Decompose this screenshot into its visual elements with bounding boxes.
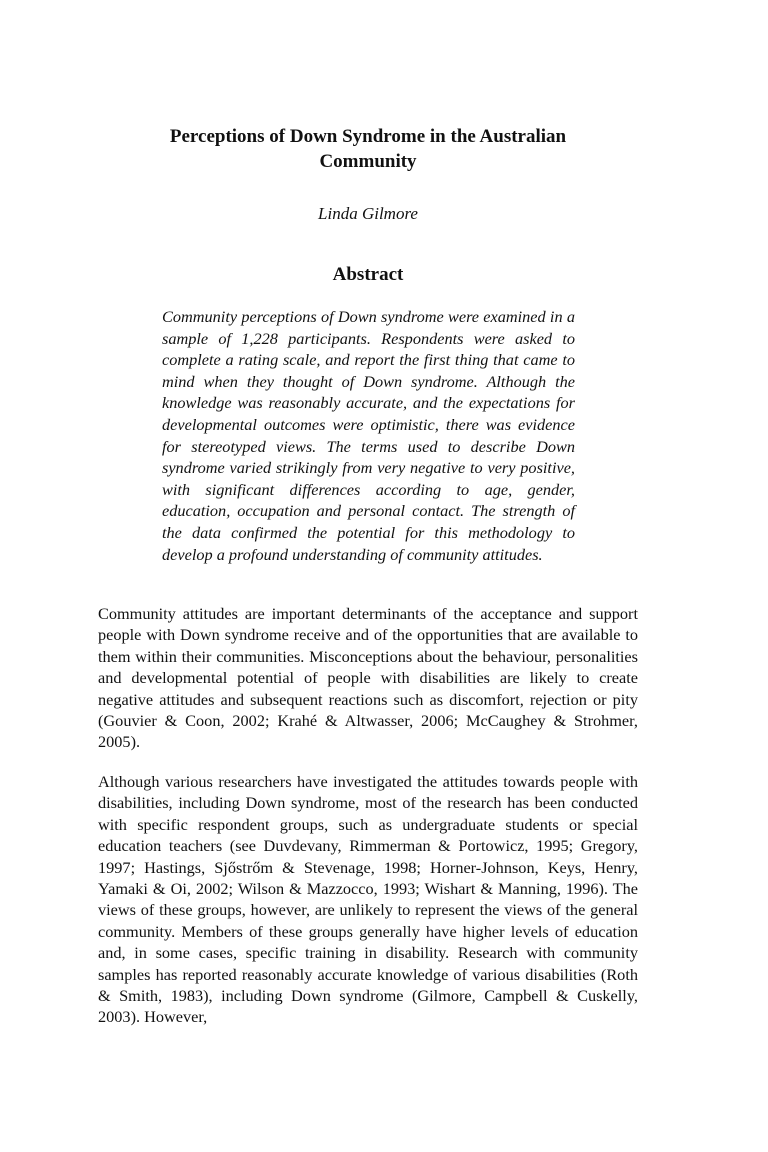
- abstract-text: Community perceptions of Down syndrome were examined in a sample of 1,228 participants. Respondents were asked to complete a rating scale, and report the first thing that came to mind when they thought of Down syndrome. Although the knowledge was reasonably accurate, and the expectations for developmental outcomes were optimistic, there was evidence for stereotyped views. The terms used to describe Down syndrome varied strikingly from very negative to very positive, with significant differences according to age, gender, education, occupation and personal contact. The strength of the data confirmed the potential for this methodology to develop a profound understanding of community attitudes.: [162, 307, 575, 564]
- body-paragraph-2: Although various researchers have investigated the attitudes towards people with disabilities, including Down syndrome, most of the research has been conducted with specific respondent groups, such as undergraduate students or special education teachers (see Duvdevany, Rimmerman & Portowicz, 1995; Gregory, 1997; Hastings, Sjőstrőm & Stevenage, 1998; Horner-Johnson, Keys, Henry, Yamaki & Oi, 2002; Wilson & Mazzocco, 1993; Wishart & Manning, 1996). The views of these groups, however, are unlikely to represent the views of the general community. Members of these groups generally have higher levels of education and, in some cases, specific training in disability. Research with community samples has reported reasonably accurate knowledge of various disabilities (Roth & Smith, 1983), including Down syndrome (Gilmore, Campbell & Cuskelly, 2003). However,: [98, 772, 638, 1027]
- author-name: Linda Gilmore: [318, 204, 418, 223]
- abstract-heading: Abstract: [332, 264, 404, 285]
- body-paragraph-1: Community attitudes are important determinants of the acceptance and support people with Down syndrome receive and of the opportunities that are available to them within their communities. Misconceptions about the behaviour, personalities and developmental potential of people with disabilities are likely to create negative attitudes and subsequent reactions such as discomfort, rejection or pity (Gouvier & Coon, 2002; Krahé & Altwasser, 2006; McCaughey & Strohmer, 2005).: [98, 604, 638, 752]
- paper-title: Perceptions of Down Syndrome in the Australian Community: [169, 126, 567, 172]
